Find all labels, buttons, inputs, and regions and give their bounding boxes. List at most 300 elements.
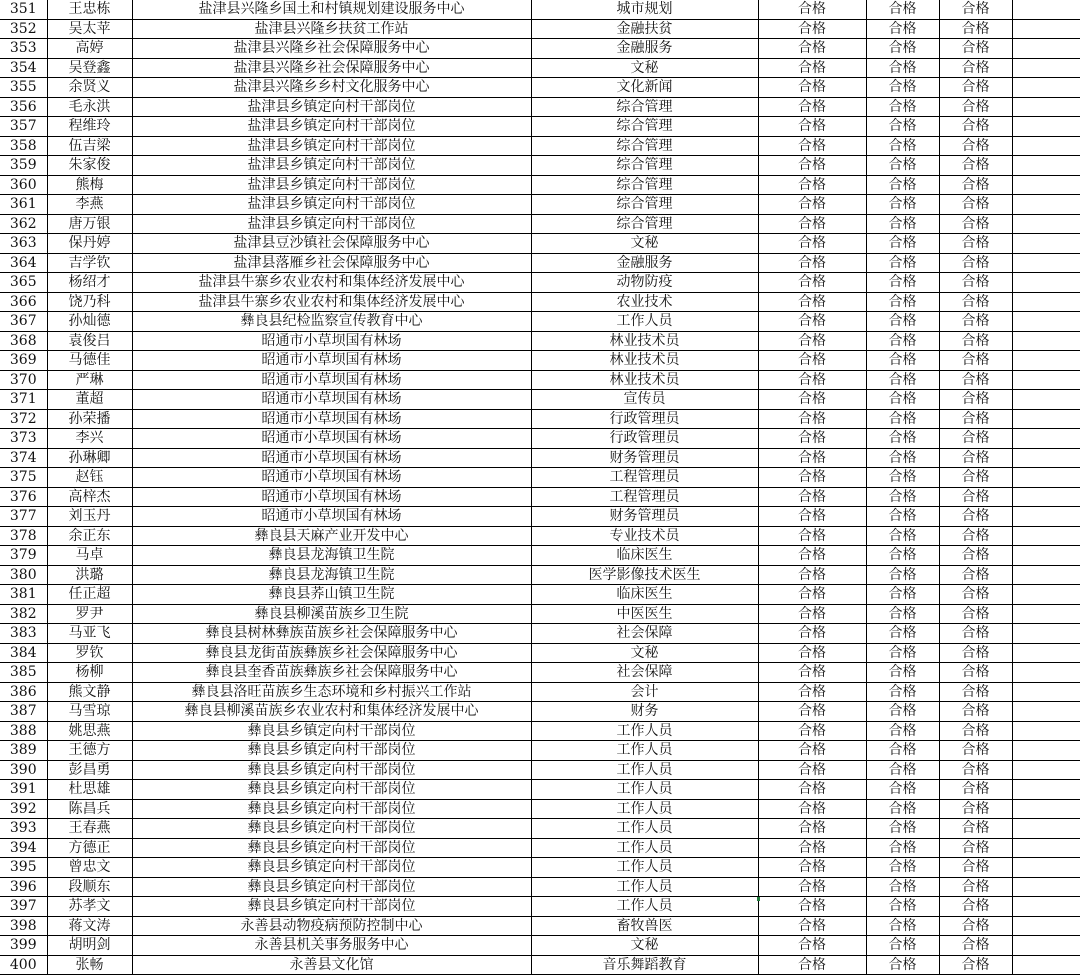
empty-cell: [1012, 916, 1080, 936]
name-cell: 朱家俊: [47, 156, 132, 176]
table-row: [0, 156, 1080, 176]
check-result-cell: 合格: [866, 487, 939, 507]
empty-cell: [1012, 58, 1080, 78]
empty-cell: [1012, 624, 1080, 644]
final-result-cell: 合格: [939, 741, 1012, 761]
row-number-cell: 399: [0, 936, 47, 956]
name-cell: 陈昌兵: [47, 799, 132, 819]
employer-cell: 彝良县乡镇定向村干部岗位: [132, 877, 531, 897]
position-cell: 社会保障: [531, 663, 758, 683]
employer-cell: 彝良县柳溪苗族乡卫生院: [132, 604, 531, 624]
final-result-cell: 合格: [939, 312, 1012, 332]
final-result-cell: 合格: [939, 760, 1012, 780]
check-result-cell: 合格: [866, 273, 939, 293]
final-result-cell: 合格: [939, 273, 1012, 293]
table-row: [0, 682, 1080, 702]
row-number-cell: 379: [0, 546, 47, 566]
name-cell: 熊梅: [47, 175, 132, 195]
table-row: [0, 721, 1080, 741]
check-result-cell: 合格: [866, 448, 939, 468]
exam-result-cell: 合格: [758, 565, 866, 585]
check-result-cell: 合格: [866, 370, 939, 390]
exam-result-cell: 合格: [758, 936, 866, 956]
exam-result-cell: 合格: [758, 39, 866, 59]
table-row: [0, 370, 1080, 390]
table-row: [0, 390, 1080, 410]
check-result-cell: 合格: [866, 741, 939, 761]
employer-cell: 盐津县乡镇定向村干部岗位: [132, 175, 531, 195]
row-number-cell: 396: [0, 877, 47, 897]
position-cell: 社会保障: [531, 624, 758, 644]
final-result-cell: 合格: [939, 897, 1012, 917]
check-result-cell: 合格: [866, 97, 939, 117]
empty-cell: [1012, 351, 1080, 371]
exam-result-cell: 合格: [758, 390, 866, 410]
empty-cell: [1012, 331, 1080, 351]
employer-cell: 彝良县龙街苗族彝族乡社会保障服务中心: [132, 643, 531, 663]
employer-cell: 昭通市小草坝国有林场: [132, 370, 531, 390]
position-cell: 工作人员: [531, 760, 758, 780]
exam-result-cell: 合格: [758, 312, 866, 332]
empty-cell: [1012, 897, 1080, 917]
final-result-cell: 合格: [939, 819, 1012, 839]
row-number-cell: 354: [0, 58, 47, 78]
final-result-cell: 合格: [939, 0, 1012, 19]
position-cell: 财务管理员: [531, 507, 758, 527]
table-row: [0, 858, 1080, 878]
row-number-cell: 395: [0, 858, 47, 878]
exam-result-cell: 合格: [758, 780, 866, 800]
exam-result-cell: 合格: [758, 838, 866, 858]
table-row: [0, 0, 1080, 19]
empty-cell: [1012, 858, 1080, 878]
check-result-cell: 合格: [866, 858, 939, 878]
row-number-cell: 357: [0, 117, 47, 137]
position-cell: 工作人员: [531, 741, 758, 761]
row-number-cell: 394: [0, 838, 47, 858]
check-result-cell: 合格: [866, 214, 939, 234]
exam-result-cell: 合格: [758, 624, 866, 644]
final-result-cell: 合格: [939, 702, 1012, 722]
exam-result-cell: 合格: [758, 721, 866, 741]
exam-result-cell: 合格: [758, 916, 866, 936]
employer-cell: 彝良县乡镇定向村干部岗位: [132, 858, 531, 878]
check-result-cell: 合格: [866, 838, 939, 858]
name-cell: 余贤义: [47, 78, 132, 98]
empty-cell: [1012, 838, 1080, 858]
final-result-cell: 合格: [939, 468, 1012, 488]
empty-cell: [1012, 936, 1080, 956]
position-cell: 医学影像技术医生: [531, 565, 758, 585]
name-cell: 方德正: [47, 838, 132, 858]
employer-cell: 彝良县树林彝族苗族乡社会保障服务中心: [132, 624, 531, 644]
employer-cell: 盐津县乡镇定向村干部岗位: [132, 214, 531, 234]
exam-result-cell: 合格: [758, 741, 866, 761]
position-cell: 文秘: [531, 234, 758, 254]
empty-cell: [1012, 312, 1080, 332]
table-row: [0, 136, 1080, 156]
empty-cell: [1012, 253, 1080, 273]
table-row: [0, 780, 1080, 800]
name-cell: 蒋文涛: [47, 916, 132, 936]
final-result-cell: 合格: [939, 916, 1012, 936]
row-number-cell: 374: [0, 448, 47, 468]
row-number-cell: 391: [0, 780, 47, 800]
final-result-cell: 合格: [939, 507, 1012, 527]
employer-cell: 彝良县柳溪苗族乡农业农村和集体经济发展中心: [132, 702, 531, 722]
row-number-cell: 387: [0, 702, 47, 722]
table-row: [0, 643, 1080, 663]
name-cell: 曾忠文: [47, 858, 132, 878]
check-result-cell: 合格: [866, 955, 939, 975]
employer-cell: 盐津县兴隆乡社会保障服务中心: [132, 58, 531, 78]
table-row: [0, 760, 1080, 780]
employer-cell: 彝良县乡镇定向村干部岗位: [132, 741, 531, 761]
empty-cell: [1012, 273, 1080, 293]
position-cell: 工程管理员: [531, 487, 758, 507]
check-result-cell: 合格: [866, 897, 939, 917]
exam-result-cell: 合格: [758, 897, 866, 917]
check-result-cell: 合格: [866, 936, 939, 956]
final-result-cell: 合格: [939, 39, 1012, 59]
table-row: [0, 39, 1080, 59]
empty-cell: [1012, 136, 1080, 156]
table-row: [0, 877, 1080, 897]
table-row: [0, 838, 1080, 858]
check-result-cell: 合格: [866, 292, 939, 312]
name-cell: 姚思燕: [47, 721, 132, 741]
final-result-cell: 合格: [939, 799, 1012, 819]
exam-result-cell: 合格: [758, 234, 866, 254]
position-cell: 工作人员: [531, 312, 758, 332]
row-number-cell: 366: [0, 292, 47, 312]
check-result-cell: 合格: [866, 175, 939, 195]
row-number-cell: 365: [0, 273, 47, 293]
final-result-cell: 合格: [939, 97, 1012, 117]
position-cell: 工作人员: [531, 877, 758, 897]
employer-cell: 彝良县乡镇定向村干部岗位: [132, 799, 531, 819]
table-row: [0, 292, 1080, 312]
position-cell: 财务: [531, 702, 758, 722]
position-cell: 中医医生: [531, 604, 758, 624]
employer-cell: 彝良县荞山镇卫生院: [132, 585, 531, 605]
exam-result-cell: 合格: [758, 682, 866, 702]
empty-cell: [1012, 39, 1080, 59]
exam-result-cell: 合格: [758, 526, 866, 546]
row-number-cell: 380: [0, 565, 47, 585]
position-cell: 文化新闻: [531, 78, 758, 98]
exam-result-cell: 合格: [758, 156, 866, 176]
position-cell: 综合管理: [531, 214, 758, 234]
exam-result-cell: 合格: [758, 955, 866, 975]
final-result-cell: 合格: [939, 175, 1012, 195]
final-result-cell: 合格: [939, 682, 1012, 702]
position-cell: 临床医生: [531, 546, 758, 566]
row-number-cell: 367: [0, 312, 47, 332]
employer-cell: 盐津县落雁乡社会保障服务中心: [132, 253, 531, 273]
check-result-cell: 合格: [866, 39, 939, 59]
empty-cell: [1012, 97, 1080, 117]
check-result-cell: 合格: [866, 409, 939, 429]
final-result-cell: 合格: [939, 195, 1012, 215]
final-result-cell: 合格: [939, 19, 1012, 39]
name-cell: 胡明剑: [47, 936, 132, 956]
table-row: [0, 624, 1080, 644]
empty-cell: [1012, 702, 1080, 722]
employer-cell: 盐津县牛寨乡农业农村和集体经济发展中心: [132, 273, 531, 293]
position-cell: 林业技术员: [531, 370, 758, 390]
employer-cell: 永善县机关事务服务中心: [132, 936, 531, 956]
row-number-cell: 369: [0, 351, 47, 371]
position-cell: 林业技术员: [531, 351, 758, 371]
exam-result-cell: 合格: [758, 273, 866, 293]
row-number-cell: 361: [0, 195, 47, 215]
row-number-cell: 370: [0, 370, 47, 390]
exam-result-cell: 合格: [758, 429, 866, 449]
employer-cell: 盐津县兴隆乡扶贫工作站: [132, 19, 531, 39]
table-row: [0, 468, 1080, 488]
name-cell: 严琳: [47, 370, 132, 390]
final-result-cell: 合格: [939, 546, 1012, 566]
row-number-cell: 386: [0, 682, 47, 702]
position-cell: 工作人员: [531, 858, 758, 878]
empty-cell: [1012, 877, 1080, 897]
employer-cell: 昭通市小草坝国有林场: [132, 390, 531, 410]
exam-result-cell: 合格: [758, 175, 866, 195]
empty-cell: [1012, 78, 1080, 98]
check-result-cell: 合格: [866, 604, 939, 624]
exam-result-cell: 合格: [758, 702, 866, 722]
table-row: [0, 741, 1080, 761]
employer-cell: 盐津县兴隆乡乡村文化服务中心: [132, 78, 531, 98]
position-cell: 工作人员: [531, 838, 758, 858]
name-cell: 袁俊吕: [47, 331, 132, 351]
position-cell: 财务管理员: [531, 448, 758, 468]
employer-cell: 昭通市小草坝国有林场: [132, 448, 531, 468]
empty-cell: [1012, 741, 1080, 761]
check-result-cell: 合格: [866, 565, 939, 585]
table-row: [0, 936, 1080, 956]
final-result-cell: 合格: [939, 58, 1012, 78]
empty-cell: [1012, 565, 1080, 585]
name-cell: 任正超: [47, 585, 132, 605]
employer-cell: 彝良县龙海镇卫生院: [132, 546, 531, 566]
table-row: [0, 175, 1080, 195]
final-result-cell: 合格: [939, 936, 1012, 956]
name-cell: 苏孝文: [47, 897, 132, 917]
empty-cell: [1012, 390, 1080, 410]
name-cell: 余正东: [47, 526, 132, 546]
check-result-cell: 合格: [866, 195, 939, 215]
position-cell: 综合管理: [531, 136, 758, 156]
final-result-cell: 合格: [939, 663, 1012, 683]
employer-cell: 彝良县纪检监察宣传教育中心: [132, 312, 531, 332]
row-number-cell: 356: [0, 97, 47, 117]
empty-cell: [1012, 585, 1080, 605]
row-number-cell: 351: [0, 0, 47, 19]
table-row: [0, 331, 1080, 351]
name-cell: 孙荣播: [47, 409, 132, 429]
row-number-cell: 375: [0, 468, 47, 488]
position-cell: 城市规划: [531, 0, 758, 19]
empty-cell: [1012, 546, 1080, 566]
exam-result-cell: 合格: [758, 409, 866, 429]
empty-cell: [1012, 507, 1080, 527]
empty-cell: [1012, 643, 1080, 663]
final-result-cell: 合格: [939, 390, 1012, 410]
row-number-cell: 390: [0, 760, 47, 780]
position-cell: 临床医生: [531, 585, 758, 605]
check-result-cell: 合格: [866, 916, 939, 936]
name-cell: 吴太苹: [47, 19, 132, 39]
row-number-cell: 388: [0, 721, 47, 741]
position-cell: 工作人员: [531, 897, 758, 917]
table-row: [0, 565, 1080, 585]
check-result-cell: 合格: [866, 0, 939, 19]
position-cell: 工作人员: [531, 799, 758, 819]
exam-result-cell: 合格: [758, 799, 866, 819]
table-row: [0, 819, 1080, 839]
empty-cell: [1012, 0, 1080, 19]
name-cell: 李燕: [47, 195, 132, 215]
name-cell: 孙琳卿: [47, 448, 132, 468]
exam-result-cell: 合格: [758, 448, 866, 468]
final-result-cell: 合格: [939, 585, 1012, 605]
row-number-cell: 360: [0, 175, 47, 195]
empty-cell: [1012, 780, 1080, 800]
name-cell: 高梓杰: [47, 487, 132, 507]
final-result-cell: 合格: [939, 858, 1012, 878]
check-result-cell: 合格: [866, 234, 939, 254]
table-row: [0, 585, 1080, 605]
final-result-cell: 合格: [939, 780, 1012, 800]
position-cell: 行政管理员: [531, 429, 758, 449]
name-cell: 赵钰: [47, 468, 132, 488]
table-row: [0, 546, 1080, 566]
table-row: [0, 429, 1080, 449]
exam-result-cell: 合格: [758, 214, 866, 234]
row-number-cell: 355: [0, 78, 47, 98]
table-row: [0, 487, 1080, 507]
row-number-cell: 393: [0, 819, 47, 839]
empty-cell: [1012, 156, 1080, 176]
empty-cell: [1012, 604, 1080, 624]
exam-result-cell: 合格: [758, 370, 866, 390]
exam-result-cell: 合格: [758, 546, 866, 566]
final-result-cell: 合格: [939, 409, 1012, 429]
position-cell: 金融服务: [531, 253, 758, 273]
final-result-cell: 合格: [939, 253, 1012, 273]
check-result-cell: 合格: [866, 429, 939, 449]
exam-result-cell: 合格: [758, 351, 866, 371]
position-cell: 综合管理: [531, 175, 758, 195]
employer-cell: 彝良县乡镇定向村干部岗位: [132, 760, 531, 780]
final-result-cell: 合格: [939, 156, 1012, 176]
cell-selection-mark: [757, 897, 760, 901]
table-row: [0, 526, 1080, 546]
exam-result-cell: 合格: [758, 58, 866, 78]
check-result-cell: 合格: [866, 117, 939, 137]
employer-cell: 彝良县龙海镇卫生院: [132, 565, 531, 585]
row-number-cell: 384: [0, 643, 47, 663]
exam-result-cell: 合格: [758, 195, 866, 215]
empty-cell: [1012, 760, 1080, 780]
position-cell: 会计: [531, 682, 758, 702]
name-cell: 罗钦: [47, 643, 132, 663]
table-row: [0, 19, 1080, 39]
check-result-cell: 合格: [866, 760, 939, 780]
row-number-cell: 352: [0, 19, 47, 39]
empty-cell: [1012, 682, 1080, 702]
employer-cell: 彝良县乡镇定向村干部岗位: [132, 819, 531, 839]
table-row: [0, 897, 1080, 917]
position-cell: 综合管理: [531, 156, 758, 176]
position-cell: 文秘: [531, 58, 758, 78]
employer-cell: 彝良县乡镇定向村干部岗位: [132, 721, 531, 741]
row-number-cell: 381: [0, 585, 47, 605]
table-row: [0, 195, 1080, 215]
name-cell: 杨绍才: [47, 273, 132, 293]
check-result-cell: 合格: [866, 780, 939, 800]
position-cell: 文秘: [531, 936, 758, 956]
empty-cell: [1012, 955, 1080, 975]
employer-cell: 盐津县兴隆乡国土和村镇规划建设服务中心: [132, 0, 531, 19]
name-cell: 毛永洪: [47, 97, 132, 117]
final-result-cell: 合格: [939, 487, 1012, 507]
position-cell: 金融服务: [531, 39, 758, 59]
empty-cell: [1012, 448, 1080, 468]
table-row: [0, 117, 1080, 137]
table-row: [0, 448, 1080, 468]
row-number-cell: 378: [0, 526, 47, 546]
final-result-cell: 合格: [939, 565, 1012, 585]
check-result-cell: 合格: [866, 390, 939, 410]
final-result-cell: 合格: [939, 370, 1012, 390]
name-cell: 张畅: [47, 955, 132, 975]
employer-cell: 盐津县豆沙镇社会保障服务中心: [132, 234, 531, 254]
exam-result-cell: 合格: [758, 19, 866, 39]
name-cell: 刘玉丹: [47, 507, 132, 527]
check-result-cell: 合格: [866, 682, 939, 702]
name-cell: 王德方: [47, 741, 132, 761]
name-cell: 高婷: [47, 39, 132, 59]
exam-result-cell: 合格: [758, 78, 866, 98]
row-number-cell: 362: [0, 214, 47, 234]
position-cell: 工作人员: [531, 819, 758, 839]
exam-result-cell: 合格: [758, 136, 866, 156]
name-cell: 罗尹: [47, 604, 132, 624]
row-number-cell: 389: [0, 741, 47, 761]
employer-cell: 彝良县乡镇定向村干部岗位: [132, 838, 531, 858]
empty-cell: [1012, 214, 1080, 234]
empty-cell: [1012, 819, 1080, 839]
final-result-cell: 合格: [939, 351, 1012, 371]
position-cell: 林业技术员: [531, 331, 758, 351]
name-cell: 吉学钦: [47, 253, 132, 273]
name-cell: 王忠栋: [47, 0, 132, 19]
table-row: [0, 409, 1080, 429]
empty-cell: [1012, 799, 1080, 819]
exam-result-cell: 合格: [758, 292, 866, 312]
position-cell: 工作人员: [531, 721, 758, 741]
exam-result-cell: 合格: [758, 604, 866, 624]
exam-result-cell: 合格: [758, 0, 866, 19]
final-result-cell: 合格: [939, 526, 1012, 546]
final-result-cell: 合格: [939, 624, 1012, 644]
name-cell: 伍吉梁: [47, 136, 132, 156]
row-number-cell: 372: [0, 409, 47, 429]
name-cell: 程维玲: [47, 117, 132, 137]
